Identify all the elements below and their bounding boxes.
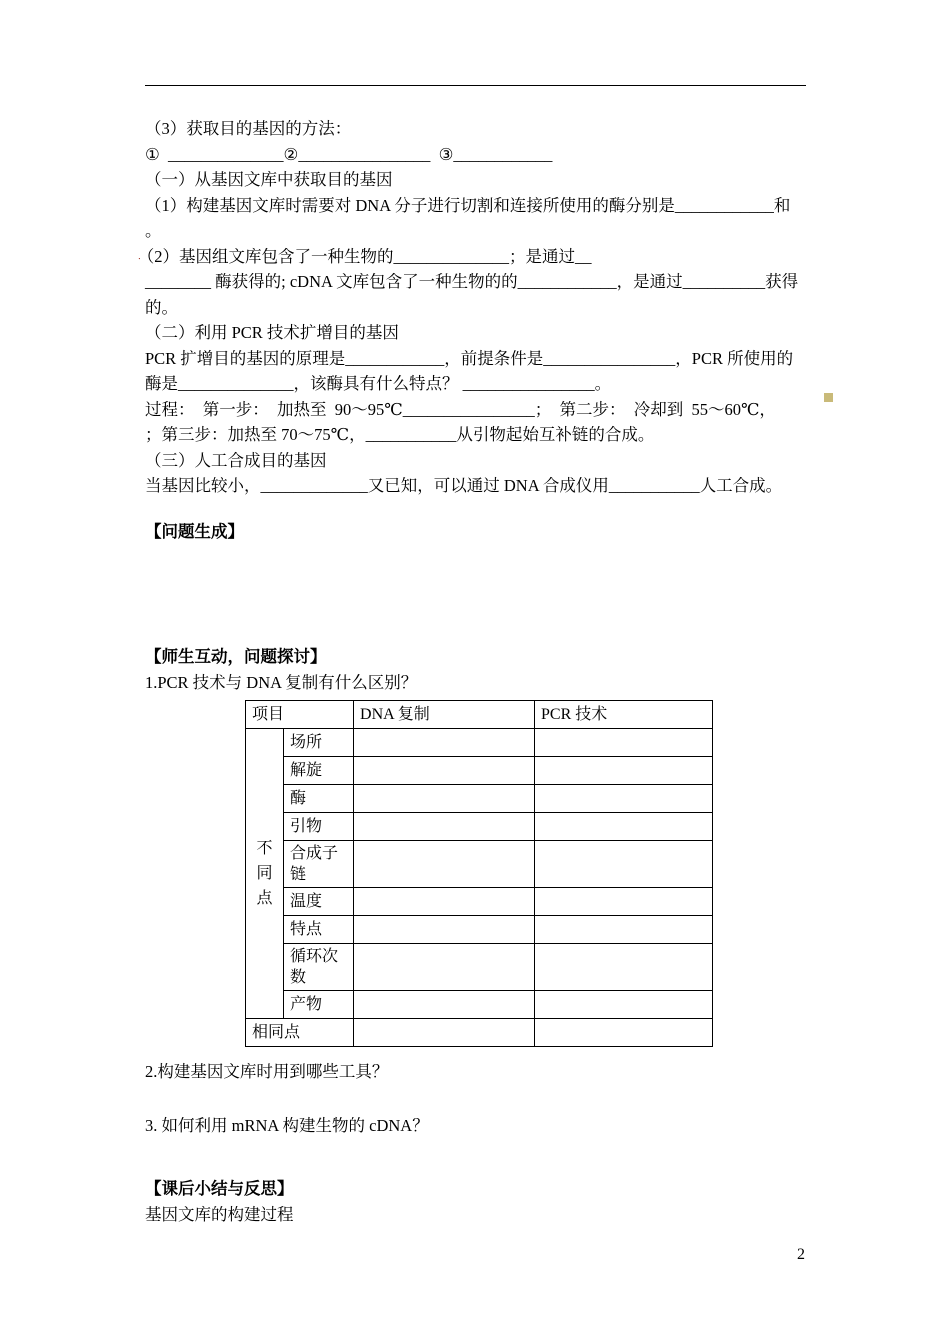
- text-line: ；第三步：加热至 70～75℃，___________从引物起始互补链的合成。: [145, 425, 655, 444]
- table-group-differences: 不同点: [246, 729, 284, 1019]
- table-row: [246, 785, 713, 813]
- table-row: [246, 841, 713, 888]
- section-heading-interaction: 【师生互动，问题探讨】: [145, 647, 327, 666]
- table-row-similarities: [246, 1019, 713, 1047]
- table-header-dna-replication: DNA 复制: [354, 701, 535, 729]
- table-row-label: 场所: [284, 729, 354, 757]
- table-empty-cell: [354, 841, 535, 888]
- table-empty-cell: [535, 785, 713, 813]
- blank-line: ① ______________②________________ ③____________: [145, 144, 553, 164]
- table-empty-cell: [354, 991, 535, 1019]
- text-line: 。: [145, 221, 162, 240]
- table-header-item: 项目: [246, 701, 354, 729]
- section-heading-question-generation: 【问题生成】: [145, 521, 244, 541]
- table-empty-cell: [354, 888, 535, 916]
- table-empty-cell: [535, 1019, 713, 1047]
- table-header-pcr: PCR 技术: [535, 701, 713, 729]
- edit-dot-mark: ．: [138, 250, 148, 261]
- table-row: [246, 991, 713, 1019]
- table-row-label: 特点: [284, 916, 354, 944]
- text-line: ________ 酶获得的; cDNA 文库包含了一种生物的的____________，是通过__________获得: [145, 272, 799, 291]
- table-empty-cell: [535, 757, 713, 785]
- table-row-label: 产物: [284, 991, 354, 1019]
- question-3: 3. 如何利用 mRNA 构建生物的 cDNA？: [145, 1115, 429, 1135]
- text-line: 酶是______________，该酶具有什么特点？ ________________。: [145, 374, 612, 393]
- table-row: [246, 757, 713, 785]
- table-row-label: 解旋: [284, 757, 354, 785]
- table-row-label: 循环次数: [284, 944, 354, 991]
- text-line: 过程： 第一步： 加热至 90～95℃________________； 第二步： 冷却到 55～60℃，: [145, 399, 776, 419]
- table-row: [246, 813, 713, 841]
- question-2: 2.构建基因文库时用到哪些工具？: [145, 1062, 389, 1081]
- table-empty-cell: [354, 757, 535, 785]
- table-empty-cell: [354, 944, 535, 991]
- table-empty-cell: [354, 785, 535, 813]
- table-empty-cell: [535, 729, 713, 757]
- table-empty-cell: [535, 991, 713, 1019]
- table-empty-cell: [535, 944, 713, 991]
- table-empty-cell: [535, 916, 713, 944]
- comparison-table: [245, 700, 713, 1047]
- text-line: （1）构建基因文库时需要对 DNA 分子进行切割和连接所使用的酶分别是____________和: [145, 195, 791, 215]
- table-row-label: 温度: [284, 888, 354, 916]
- table-row: [246, 944, 713, 991]
- text-line: 当基因比较小，_____________又已知，可以通过 DNA 合成仪用___________人工合成。: [145, 476, 783, 495]
- table-empty-cell: [535, 841, 713, 888]
- text-line: [138, 244, 813, 270]
- table-empty-cell: [354, 813, 535, 841]
- table-header-row: [246, 701, 713, 729]
- question-1: 1.PCR 技术与 DNA 复制有什么区别？: [145, 672, 418, 692]
- text-span: （2）基因组文库包含了一种生物的______________；是通过__: [146, 246, 592, 266]
- document-content: [138, 116, 813, 1227]
- text-line: PCR 扩增目的基因的原理是____________，前提条件是________________，PCR 所使用的: [145, 348, 794, 368]
- highlight-artifact: [824, 393, 833, 402]
- section-heading-summary: 【课后小结与反思】: [145, 1179, 294, 1198]
- table-row-label: 合成子链: [284, 841, 354, 888]
- header-rule: [145, 85, 806, 86]
- page-number: 2: [797, 1246, 805, 1263]
- table-row: [246, 729, 713, 757]
- text-line: 的。: [145, 297, 178, 317]
- table-row: [246, 916, 713, 944]
- text-line: （三）人工合成目的基因: [145, 450, 327, 470]
- table-row-label: 酶: [284, 785, 354, 813]
- table-row-label: 引物: [284, 813, 354, 841]
- table-empty-cell: [535, 813, 713, 841]
- summary-text: 基因文库的构建过程: [145, 1204, 294, 1224]
- table-empty-cell: [354, 916, 535, 944]
- table-empty-cell: [354, 1019, 535, 1047]
- table-group-similarities: 相同点: [246, 1019, 354, 1047]
- text-line: （一）从基因文库中获取目的基因: [145, 170, 393, 189]
- text-line: （3）获取目的基因的方法：: [145, 119, 352, 138]
- table-empty-cell: [535, 888, 713, 916]
- table-empty-cell: [354, 729, 535, 757]
- text-line: （二）利用 PCR 技术扩增目的基因: [145, 323, 399, 342]
- table-row: [246, 888, 713, 916]
